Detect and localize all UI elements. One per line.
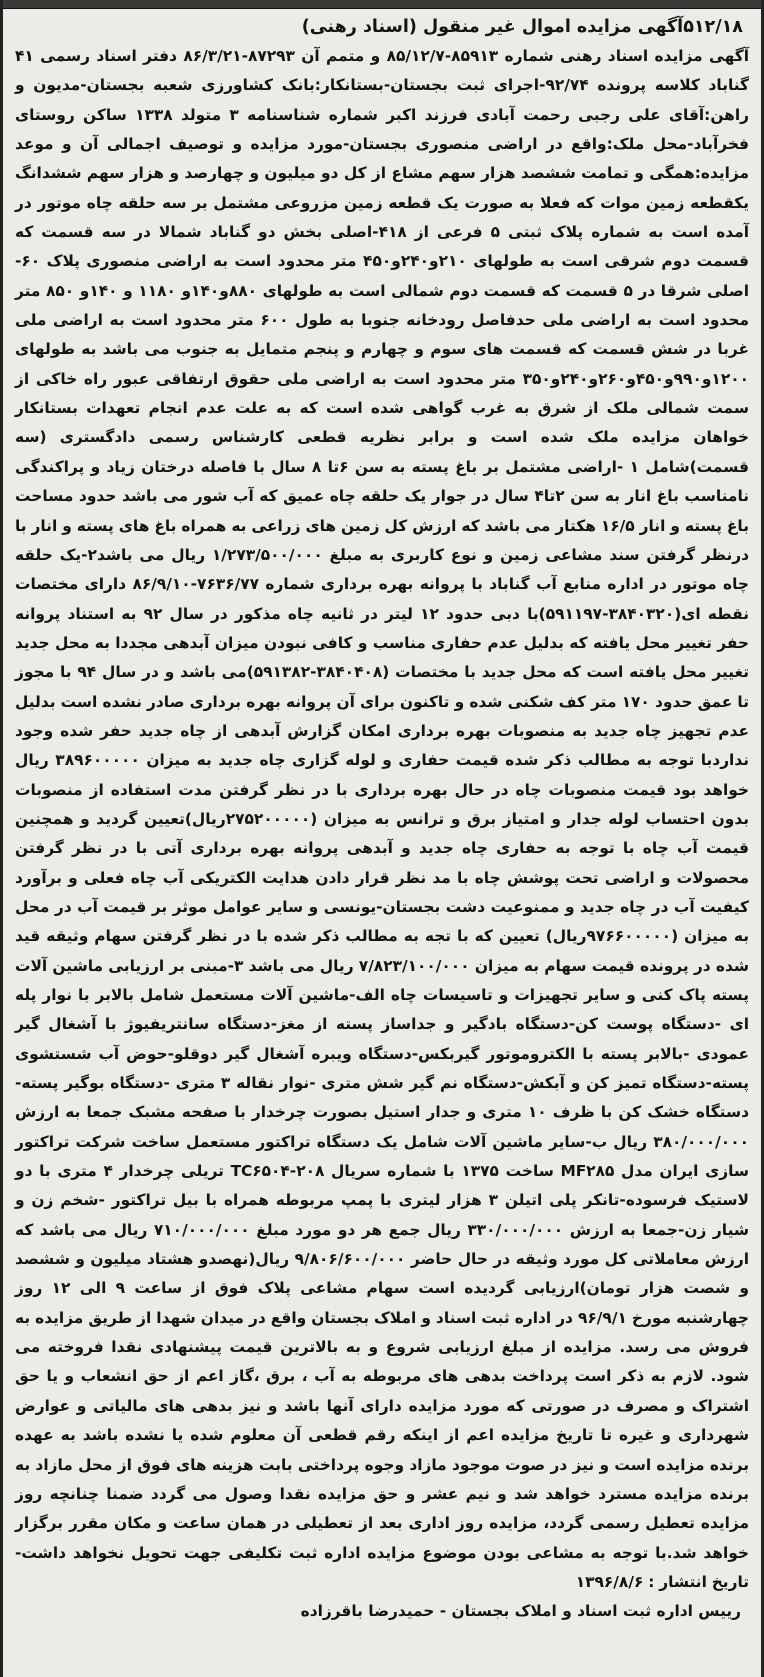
notice-signature: رییس اداره ثبت اسناد و املاک بجستان - حمیدرضا باقرزاده [300,1602,741,1621]
top-cropped-header-strip [3,0,761,9]
notice-heading: ۵۱۲/۱۸آگهی مزایده اموال غیر منقول (اسناد رهنی) [301,17,743,37]
auction-notice [3,9,761,1625]
notice-body: آگهی مزایده اسناد رهنی شماره ۸۵۹۱۳-۸۵/۱۲/۷ و متمم آن ۸۷۲۹۳-۸۶/۳/۲۱ دفتر اسناد رسمی ۴۱ گناباد کلاسه پرونده ۹۲/۷۴-اجرای ثبت بجستان-بستانکار:بانک کشاورزی شعبه بجستان-مدیون و راهن:آقای علی رجبی رحمت آبادی فرزند اکبر شماره شناسنامه ۳ متولد ۱۳۳۸ ساکن روستای فخرآباد-محل ملک:واقع در اراضی منصوری بجستان-مورد مزایده و توصیف اجمالی آن و موعد مزایده:همگی و تمامت ششصد هزار سهم مشاع از کل دو میلیون و چهارصد و هزار سهم ششدانگ یکقطعه زمین موات که فعلا به صورت یک قطعه زمین مزروعی مشتمل بر سه حلقه چاه موتور در آمده است به شماره پلاک ثبتی ۵ فرعی از ۴۱۸-اصلی بخش دو گناباد شمالا در سه قسمت که قسمت دوم شرقی است به طولهای ۲۱۰و۲۴۰و۴۵۰ متر محدود است به اراضی منصوری پلاک ۶۰-اصلی شرقا در ۵ قسمت که قسمت دوم شمالی است به طولهای ۸۸۰و۱۴۰و ۱۱۸۰ و ۱۴۰و ۸۵۰ متر محدود است به اراضی ملی حدفاصل رودخانه جنوبا به طول ۶۰۰ متر محدود است به اراضی ملی غربا در شش قسمت که قسمت های سوم و چهارم و پنجم متمایل به جنوب می باشد به طولهای ۱۲۰۰و۹۹۰و۴۵۰و۲۶۰و۲۴۰و۳۵۰ متر محدود است به اراضی ملی حقوق ارتفاقی عبور راه خاکی از سمت شمالی ملک از شرق به غرب گواهی شده است که به علت عدم انجام تعهدات بستانکار خواهان مزایده ملک شده است و برابر نظریه قطعی کارشناس رسمی دادگستری (سه قسمت)شامل ۱ -اراضی مشتمل بر باغ پسته به سن ۶تا ۸ سال با فاصله درختان زیاد و پراکندگی نامناسب باغ انار به سن ۲تا۴ سال در جوار یک حلقه چاه عمیق که آب شور می باشد حدود مساحت باغ پسته و انار ۱۶/۵ هکتار می باشد که ارزش کل زمین های زراعی به همراه باغ های پسته و انار با درنظر گرفتن سند مشاعی زمین و نوع کاربری به مبلغ ۱/۲۷۳/۵۰۰/۰۰۰ ریال می باشد۲-یک حلقه چاه موتور در اداره منابع آب گناباد با پروانه بهره برداری شماره ۷۶۳۶/۷۷-۸۶/۹/۱۰ دارای مختصات نقطه ای(۳۸۴۰۳۲۰-۵۹۱۱۹۷)با دبی حدود ۱۲ لیتر در ثانیه چاه مذکور در سال ۹۲ به استناد پروانه حفر تغییر محل یافته که بدلیل عدم حفاری مناسب و کافی نبودن میزان آبدهی مجددا به محل جدید تغییر محل یافته است که محل جدید با مختصات (۳۸۴۰۴۰۸-۵۹۱۳۸۲)می باشد و در سال ۹۴ با مجوز تا عمق حدود ۱۷۰ متر کف شکنی شده و تاکنون برای آن پروانه بهره برداری صادر نشده است بدلیل عدم تجهیز چاه جدید به منصوبات بهره برداری امکان گزارش آبدهی از چاه جدید حفر شده وجود نداردبا توجه به مطالب ذکر شده قیمت حفاری و لوله گزاری چاه جدید به میزان ۳۸۹۶۰۰۰۰۰ ریال خواهد بود قیمت منصوبات چاه در حال بهره برداری با در نظر گرفتن مدت استفاده از منصوبات بدون احتساب لوله جدار و امتیاز برق و ترانس به میزان (۲۷۵۲۰۰۰۰۰ریال)تعیین گردید و همچنین قیمت آب چاه با توجه به حفاری چاه جدید و آبدهی پروانه بهره برداری آتی با در نظر گرفتن محصولات و اراضی تحت پوشش چاه با مد نظر قرار دادن هدایت الکتریکی آب چاه فعلی و برآورد کیفیت آب در چاه جدید و ممنوعیت دشت بجستان-یونسی و سایر عوامل موثر بر قیمت آب در محل به میزان (۹۷۶۶۰۰۰۰۰ریال) تعیین که با تجه به مطالب ذکر شده با در نظر گرفتن سهام وثیقه قید شده در پرونده قیمت سهام به میزان ۷/۸۲۳/۱۰۰/۰۰۰ ریال می باشد ۳-مبنی بر ارزیابی ماشین آلات پسته پاک کنی و سایر تجهیزات و تاسیسات چاه الف-ماشین آلات مستعمل شامل بالابر با نوار پله ای -دستگاه پوست کن-دستگاه بادگیر و جداساز پسته از مغز-دستگاه سانتریفیوژ با آشغال گیر عمودی -بالابر پسته با الکتروموتور گیربکس-دستگاه ویبره آشغال گیر دوقلو-حوض آب شستشوی پسته-دستگاه تمیز کن و آبکش-دستگاه نم گیر شش متری -نوار نقاله ۳ متری -دستگاه بوگیر پسته-دستگاه خشک کن با ظرف ۱۰ متری و جدار استیل بصورت چرخدار با صفحه مشبک جمعا به ارزش ۳۸۰/۰۰۰/۰۰۰ ریال ب-سایر ماشین آلات شامل یک دستگاه تراکتور مستعمل ساخت شرکت تراکتور سازی ایران مدل MF۲۸۵ ساخت ۱۳۷۵ با شماره سریال ۲۰۸-TC۶۵۰۴ تریلی چرخدار ۴ متری با دو لاستیک فرسوده-تانکر پلی اتیلن ۳ هزار لیتری با پمپ مربوطه همراه با بیل تراکتور -شخم زن و شیار زن-جمعا به ارزش ۳۳۰/۰۰۰/۰۰۰ ریال جمع هر دو مورد مبلغ ۷۱۰/۰۰۰/۰۰۰ ریال می باشد که ارزش معاملاتی کل مورد وثیقه در حال حاضر ۹/۸۰۶/۶۰۰/۰۰۰ ریال(نهصدو هشتاد میلیون و ششصد و شصت هزار تومان)ارزیابی گردیده است سهام مشاعی پلاک فوق از ساعت ۹ الی ۱۲ روز چهارشنبه مورخ ۹۶/۹/۱ در اداره ثبت اسناد و املاک بجستان واقع در میدان شهدا از طریق مزایده به فروش می رسد. مزایده از مبلغ ارزیابی شروع و به بالاترین قیمت پیشنهادی نقدا فروخته می شود. لازم به ذکر است پرداخت بدهی های مربوطه به آب ، برق ،گاز اعم از حق انشعاب و یا حق اشتراک و مصرف در صورتی که مورد مزایده دارای آنها باشد و نیز بدهی های مالیاتی و عوارض شهرداری و غیره تا تاریخ مزایده اعم از اینکه رقم قطعی آن معلوم شده یا نشده باشد به عهده برنده مزایده است و نیز در صوت موجود مازاد وجوه پرداختی بابت هزینه های فوق از محل مازاد به برنده مزایده مسترد خواهد شد و نیم عشر و حق مزایده نقدا وصول می گردد ضمنا چنانچه روز مزایده تعطیل رسمی گردد، مزایده روز اداری بعد از تعطیلی در همان ساعت و مکان مقرر برگزار خواهد شد.با توجه به مشاعی بودن موضوع مزایده اداره ثبت تکلیفی جهت تحویل نخواهد داشت-تاریخ انتشار : ۱۳۹۶/۸/۶ [15,47,750,1591]
